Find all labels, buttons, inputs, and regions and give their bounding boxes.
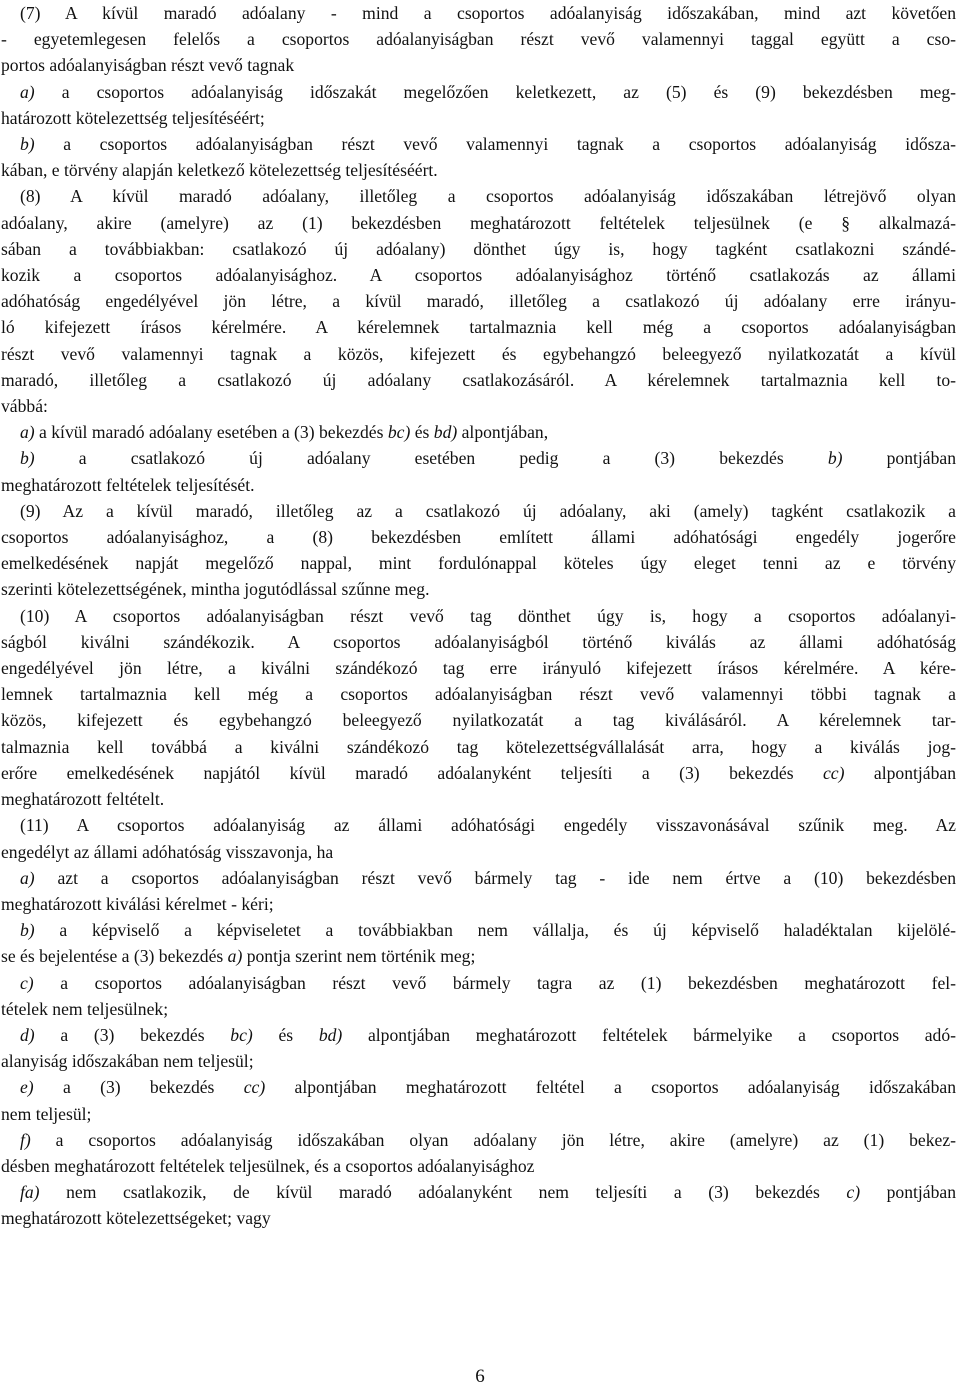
text-line: meghatározott kötelezettségeket; vagy <box>1 1208 271 1229</box>
list-item <box>1 917 956 969</box>
text-line: (11) A csoportos adóalanyiság az állami adóhatósági engedély visszavonásával szűnik meg. Az <box>20 815 956 836</box>
text-line: - egyetemlegesen felelős a csoportos adóalanyiságban részt vevő valamennyi taggal együtt a cso- <box>1 29 956 50</box>
list-item <box>1 1022 956 1074</box>
text-line: fa) nem csatlakozik, de kívül maradó adóalanyként nem teljesíti a (3) bekezdés c) pontjában <box>20 1182 957 1203</box>
text-line: (7) A kívül maradó adóalany - mind a csoportos adóalanyiság időszakában, mind azt követően <box>20 3 956 23</box>
text-line: alanyiság időszakában nem teljesül; <box>1 1051 254 1072</box>
text-line: se és bejelentése a (3) bekezdés a) pontja szerint nem történik meg; <box>1 946 476 967</box>
text-line: meghatározott feltételt. <box>1 789 165 810</box>
text-line: a) a csoportos adóalanyiság időszakát megelőzően keletkezett, az (5) és (9) bekezdésben meg- <box>20 81 956 102</box>
text-line: maradó, illetőleg a csatlakozó új adóalany csatlakozásáról. A kérelemnek tartalmaznia kell to- <box>1 369 956 390</box>
text-line: a) a kívül maradó adóalany esetében a (3) bekezdés bc) és bd) alpontjában, <box>20 422 549 443</box>
text-line: b) a csatlakozó új adóalany esetében pedig a (3) bekezdés b) pontjában <box>20 448 956 469</box>
text-line: (9) Az a kívül maradó, illetőleg az a csatlakozó új adóalany, aki (amely) tagként csatlakozik a <box>20 500 956 521</box>
text-line: emelkedésének napját megelőző nappal, mint fordulónappal köteles úgy eleget tenni az e törvény <box>1 553 956 574</box>
text-line: kozik a csoportos adóalanyisághoz. A csoportos adóalanyisághoz történő csatlakozás az állami <box>1 265 956 286</box>
text-line: erőre emelkedésének napjától kívül maradó adóalanyként teljesíti a (3) bekezdés cc) alpontjában <box>1 762 956 783</box>
list-item <box>1 445 956 497</box>
document-body <box>1 0 956 1232</box>
text-line: vábbá: <box>1 396 48 417</box>
text-line: kában, e törvény alapján keletkező kötelezettség teljesítéséért. <box>1 160 438 181</box>
paragraph <box>1 0 956 79</box>
list-item <box>1 131 956 183</box>
text-line: csoportos adóalanyisághoz, a (8) bekezdésben említett állami adóhatósági engedély jogerőre <box>1 527 956 548</box>
text-line: meghatározott kiválási kérelmet - kéri; <box>1 893 274 914</box>
text-line: szerinti kötelezettségének, mintha jogutódlással szűnne meg. <box>1 579 430 600</box>
text-line: határozott kötelezettség teljesítéséért; <box>1 107 265 128</box>
text-line: meghatározott feltételek teljesítését. <box>1 474 255 495</box>
text-line: tételek nem teljesülnek; <box>1 998 169 1019</box>
text-line: sában a továbbiakban: csatlakozó új adóalany) dönthet úgy is, hogy tagként csatlakozni szándé- <box>1 238 956 259</box>
text-line: b) a képviselő a képviseletet a továbbiakban nem vállalja, és új képviselő haladéktalan kijelölé- <box>20 920 956 941</box>
text-line: portos adóalanyiságban részt vevő tagnak <box>1 55 295 76</box>
text-line: f) a csoportos adóalanyiság időszakában olyan adóalany jön létre, akire (amelyre) az (1) bekez- <box>20 1129 956 1150</box>
text-line: b) a csoportos adóalanyiságban részt vevő valamennyi tagnak a csoportos adóalanyiság idősza- <box>20 134 956 155</box>
text-line: (10) A csoportos adóalanyiságban részt vevő tag dönthet úgy is, hogy a csoportos adóalanyi- <box>20 605 956 626</box>
list-item <box>1 1179 956 1231</box>
list-item <box>1 970 956 1022</box>
text-line: lemnek tartalmaznia kell még a csoportos adóalanyiságban részt vevő valamennyi többi tagnak a <box>1 684 956 705</box>
page-number: 6 <box>475 1366 485 1387</box>
text-line: részt vevő valamennyi tagnak a közös, kifejezett és egybehangzó beleegyező nyilatkozatát a kívül <box>1 343 956 364</box>
paragraph <box>1 812 956 864</box>
text-line: engedélyével jön létre, a kiválni szándékozó tag erre irányuló kifejezett írásos kérelmére. A kére- <box>1 658 956 679</box>
text-line: c) a csoportos adóalanyiságban részt vevő bármely tagra az (1) bekezdésben meghatározott fel- <box>20 972 956 993</box>
text-line: ló kifejezett írásos kérelmére. A kérelemnek tartalmaznia kell még a csoportos adóalanyiságban <box>1 317 956 338</box>
text-line: közös, kifejezett és egybehangzó beleegyező nyilatkozatát a tag kiválásáról. A kérelemnek tar- <box>1 710 956 731</box>
paragraph <box>1 603 956 813</box>
list-item <box>1 79 956 131</box>
text-line: adóhatóság engedélyével jön létre, a kívül maradó, illetőleg a csatlakozó új adóalany erre irányu- <box>1 291 956 312</box>
text-line: nem teljesül; <box>1 1103 92 1124</box>
text-line: a) azt a csoportos adóalanyiságban részt vevő bármely tag - ide nem értve a (10) bekezdésben <box>20 867 956 888</box>
text-line: désben meghatározott feltételek teljesülnek, és a csoportos adóalanyisághoz <box>1 1155 535 1176</box>
list-item <box>1 1074 956 1126</box>
list-item <box>1 865 956 917</box>
paragraph <box>1 498 956 603</box>
paragraph <box>1 183 956 419</box>
text-line: d) a (3) bekezdés bc) és bd) alpontjában meghatározott feltételek bármelyike a csoportos adó- <box>20 1024 957 1045</box>
text-line: talmaznia kell továbbá a kiválni szándékozó tag kötelezettségvállalását arra, hogy a kiválás jog- <box>1 736 956 757</box>
list-item <box>1 419 956 445</box>
text-line: (8) A kívül maradó adóalany, illetőleg a csoportos adóalanyiság időszakában létrejövő olyan <box>20 186 956 207</box>
text-line: engedélyt az állami adóhatóság visszavonja, ha <box>1 841 334 862</box>
list-item <box>1 1127 956 1179</box>
text-line: e) a (3) bekezdés cc) alpontjában meghatározott feltétel a csoportos adóalanyiság időszakában <box>20 1077 957 1098</box>
text-line: ságból kiválni szándékozik. A csoportos adóalanyiságból történő kiválás az állami adóhatóság <box>1 631 956 652</box>
text-line: adóalany, akire (amelyre) az (1) bekezdésben meghatározott feltételek teljesülnek (e § alkalmazá- <box>1 212 956 233</box>
